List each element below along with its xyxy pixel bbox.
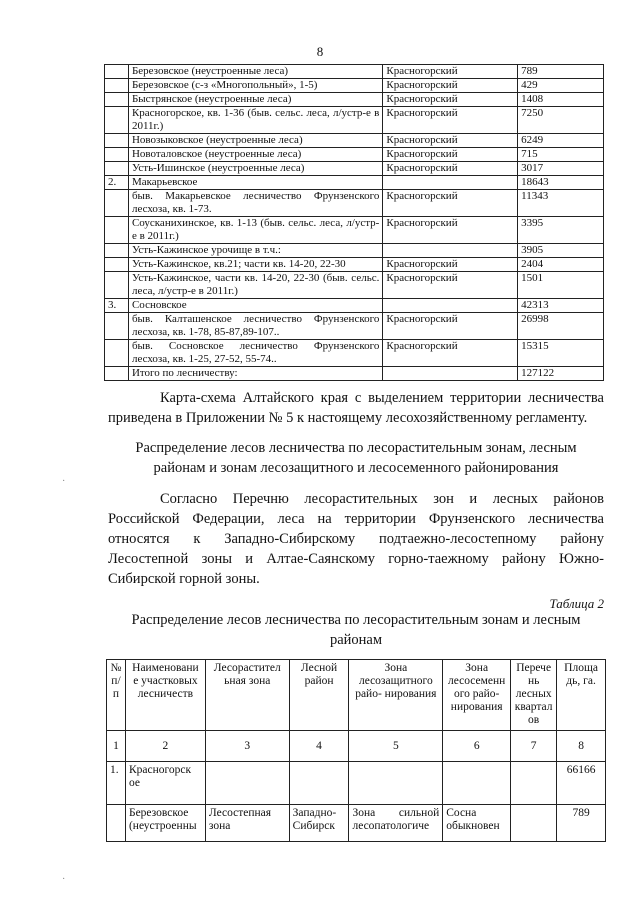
- row-area: 789: [557, 805, 606, 842]
- forest-name: быв. Макарьевское лесничество Фрунзенского лесхоза, кв. 1-73.: [128, 190, 382, 217]
- district-name: Красногорский: [383, 134, 518, 148]
- row-number: 3.: [105, 299, 129, 313]
- table-row: [105, 134, 604, 148]
- table-row: [105, 190, 604, 217]
- row-number: [105, 79, 129, 93]
- area-value: 429: [518, 79, 604, 93]
- table-row: [105, 176, 604, 190]
- forest-name: Березовское (неустроенные леса): [128, 65, 382, 79]
- forest-name: быв. Калташенское лесничество Фрунзенского лесхоза, кв. 1-78, 85-87,89-107..: [128, 313, 382, 340]
- area-value: 2404: [518, 258, 604, 272]
- zones-paragraph: Согласно Перечню лесорастительных зон и лесных районов Российской Федерации, леса на территории Фрунзенского лесничества относятся к Западно-Сибирскому подтаежно-лесостепному району Лесостепной зоны и Алтае-Саянскому горно-таежному району Южно-Сибирской горной зоны.: [108, 491, 604, 587]
- district-name: Красногорский: [383, 93, 518, 107]
- col-number: 7: [511, 731, 557, 762]
- header-name: Наименовани е участковых лесничеств: [125, 660, 205, 731]
- district-name: Красногорский: [383, 313, 518, 340]
- forest-name: быв. Сосновское лесничество Фрунзенского лесхоза, кв. 1-25, 27-52, 55-74..: [128, 340, 382, 367]
- header-area: Площа дь, га.: [557, 660, 606, 731]
- forest-name: Красногорское, кв. 1-36 (быв. сельс. леса, л/устр-е в 2011г.): [128, 107, 382, 134]
- row-zone: Лесостепная зона: [205, 805, 289, 842]
- table2-row: [107, 805, 606, 842]
- area-value: 127122: [518, 367, 604, 381]
- area-value: 789: [518, 65, 604, 79]
- table-row: [105, 272, 604, 299]
- col-number: 5: [349, 731, 443, 762]
- forest-name: Усть-Кажинское урочище в т.ч.:: [128, 244, 382, 258]
- row-number: [105, 244, 129, 258]
- table2-title: Распределение лесов лесничества по лесорастительным зонам и лесным районам: [131, 612, 581, 648]
- area-value: 1408: [518, 93, 604, 107]
- forest-name: Березовское (с-з «Многопольный», 1-5): [128, 79, 382, 93]
- area-value: 3017: [518, 162, 604, 176]
- zones-table: [106, 659, 606, 842]
- section-heading: Распределение лесов лесничества по лесорастительным зонам, лесным районам и зонам лесозащитного и лесосеменного районирования: [135, 440, 577, 476]
- table-row: [105, 217, 604, 244]
- forest-name: Новозыковское (неустроенные леса): [128, 134, 382, 148]
- table-row: [105, 107, 604, 134]
- district-name: Красногорский: [383, 217, 518, 244]
- scan-speck: ·: [62, 476, 66, 487]
- row-number: 2.: [105, 176, 129, 190]
- district-name: Красногорский: [383, 162, 518, 176]
- row-number: [105, 107, 129, 134]
- table-row: [105, 244, 604, 258]
- table-row: [105, 79, 604, 93]
- table-row: [105, 162, 604, 176]
- header-protect-zone: Зона лесозащитного райо- нирования: [349, 660, 443, 731]
- table2-col-number-row: [107, 731, 606, 762]
- col-number: 8: [557, 731, 606, 762]
- row-area: 66166: [557, 762, 606, 805]
- row-protect-zone: Зона сильной лесопатологиче: [349, 805, 443, 842]
- row-name: Красногорск ое: [125, 762, 205, 805]
- table-row: [105, 313, 604, 340]
- forest-name: Усть-Ишинское (неустроенные леса): [128, 162, 382, 176]
- table-row: [105, 367, 604, 381]
- table2-header-row: [107, 660, 606, 731]
- page-number: 8: [316, 44, 324, 59]
- row-number: [105, 272, 129, 299]
- row-num: 1.: [107, 762, 126, 805]
- row-number: [105, 134, 129, 148]
- table-row: [105, 258, 604, 272]
- row-number: [105, 313, 129, 340]
- area-value: 15315: [518, 340, 604, 367]
- table-row: [105, 93, 604, 107]
- district-name: Красногорский: [383, 107, 518, 134]
- table-row: [105, 340, 604, 367]
- forest-name: Быстрянское (неустроенные леса): [128, 93, 382, 107]
- forest-name: Новоталовское (неустроенные леса): [128, 148, 382, 162]
- header-seed-zone: Зона лесосеменн ого райо- нирования: [443, 660, 511, 731]
- col-number: 4: [289, 731, 349, 762]
- area-value: 11343: [518, 190, 604, 217]
- table-row: [105, 148, 604, 162]
- row-district: [289, 762, 349, 805]
- row-number: [105, 258, 129, 272]
- header-zone: Лесорастител ьная зона: [205, 660, 289, 731]
- area-value: 26998: [518, 313, 604, 340]
- district-name: Красногорский: [383, 258, 518, 272]
- col-number: 6: [443, 731, 511, 762]
- area-value: 3395: [518, 217, 604, 244]
- row-number: [105, 217, 129, 244]
- district-name: [383, 176, 518, 190]
- row-quarters: [511, 762, 557, 805]
- row-seed-zone: [443, 762, 511, 805]
- district-name: [383, 244, 518, 258]
- row-number: [105, 93, 129, 107]
- forest-name: Макарьевское: [128, 176, 382, 190]
- forest-name: Сосновское: [128, 299, 382, 313]
- row-quarters: [511, 805, 557, 842]
- row-district: Западно- Сибирск: [289, 805, 349, 842]
- col-number: 3: [205, 731, 289, 762]
- area-value: 3905: [518, 244, 604, 258]
- forest-name: Соусканихинское, кв. 1-13 (быв. сельс. леса, л/устр-е в 2011г.): [128, 217, 382, 244]
- table2-row: [107, 762, 606, 805]
- row-number: [105, 340, 129, 367]
- table-row: [105, 65, 604, 79]
- district-name: Красногорский: [383, 79, 518, 93]
- row-number: [105, 190, 129, 217]
- district-name: Красногорский: [383, 190, 518, 217]
- district-name: Красногорский: [383, 340, 518, 367]
- district-name: Красногорский: [383, 272, 518, 299]
- header-district: Лесной район: [289, 660, 349, 731]
- row-seed-zone: Сосна обыкновен: [443, 805, 511, 842]
- district-name: [383, 299, 518, 313]
- col-number: 2: [125, 731, 205, 762]
- row-number: [105, 367, 129, 381]
- district-name: [383, 367, 518, 381]
- area-value: 1501: [518, 272, 604, 299]
- map-note-paragraph: Карта-схема Алтайского края с выделением территории лесничества приведена в Приложении № 5 к настоящему лесохозяйственному регламенту.: [108, 390, 604, 426]
- district-name: Красногорский: [383, 148, 518, 162]
- col-number: 1: [107, 731, 126, 762]
- table-row: [105, 299, 604, 313]
- row-number: [105, 148, 129, 162]
- forest-name: Усть-Кажинское, кв.21; части кв. 14-20, 22-30: [128, 258, 382, 272]
- table2-caption: Таблица 2: [549, 596, 604, 611]
- area-value: 42313: [518, 299, 604, 313]
- area-value: 715: [518, 148, 604, 162]
- row-num: [107, 805, 126, 842]
- row-protect-zone: [349, 762, 443, 805]
- scan-speck: ·: [62, 874, 66, 885]
- area-value: 6249: [518, 134, 604, 148]
- row-number: [105, 65, 129, 79]
- row-name: Березовское (неустроенны: [125, 805, 205, 842]
- area-value: 7250: [518, 107, 604, 134]
- header-quarters: Перече нь лесных квартал ов: [511, 660, 557, 731]
- area-value: 18643: [518, 176, 604, 190]
- forest-name: Итого по лесничеству:: [128, 367, 382, 381]
- row-zone: [205, 762, 289, 805]
- header-num: № п/п: [107, 660, 126, 731]
- row-number: [105, 162, 129, 176]
- forest-areas-table: [104, 64, 604, 381]
- forest-name: Усть-Кажинское, части кв. 14-20, 22-30 (быв. сельс. леса, л/устр-е в 2011г.): [128, 272, 382, 299]
- district-name: Красногорский: [383, 65, 518, 79]
